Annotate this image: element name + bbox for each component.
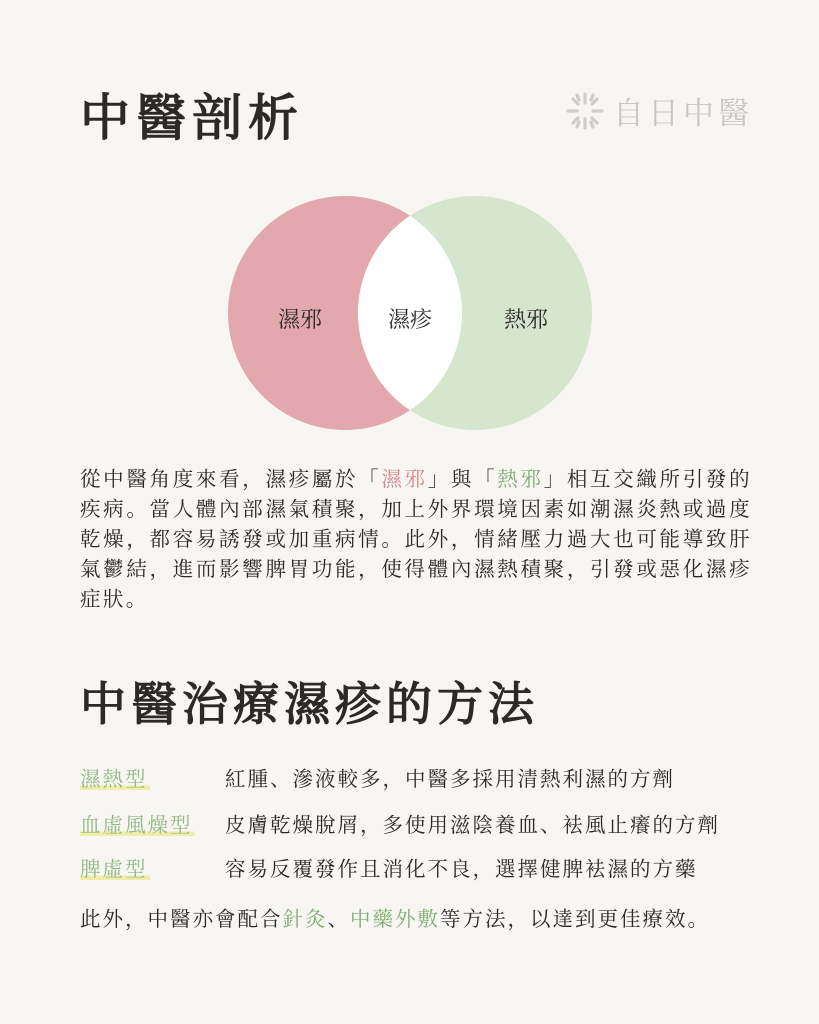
highlight-acupuncture: 針灸 xyxy=(282,907,328,931)
brand-name: 自日中醫 xyxy=(613,96,753,132)
treatment-type-row xyxy=(80,808,760,840)
venn-right-label: 熱邪 xyxy=(503,308,549,333)
analysis-text-3: 」相互交織所引發的疾病。當人體內部濕氣積聚，加上外界環境因素如潮濕炎熱或過度乾燥，都容易誘發或加重病情。此外，情緒壓力過大也可能導致肝氣鬱結，進而影響脾胃功能，使得體內濕熱積聚，引發或惡化濕疹症狀。 xyxy=(80,467,753,611)
analysis-text-1: 從中醫角度來看，濕疹屬於「 xyxy=(80,467,382,491)
treatment-type-desc: 紅腫、滲液較多，中醫多採用清熱利濕的方劑 xyxy=(225,767,675,791)
treatment-type-desc: 容易反覆發作且消化不良，選擇健脾袪濕的方藥 xyxy=(225,857,698,881)
brand-logo xyxy=(565,88,753,133)
treatment-type-name: 濕熱型 xyxy=(80,762,150,792)
analysis-paragraph xyxy=(80,464,752,614)
page-title: 中醫剖析 xyxy=(80,88,304,147)
treatment-type-desc: 皮膚乾燥脫屑，多使用滋陰養血、袪風止癢的方劑 xyxy=(225,813,720,837)
venn-center-label: 濕疹 xyxy=(387,308,433,333)
analysis-text-2: 」與「 xyxy=(427,467,498,491)
treatment-type-name: 血虛風燥型 xyxy=(80,808,195,838)
footer-text-2: 等方法，以達到更佳療效。 xyxy=(440,907,710,931)
treatment-title: 中醫治療濕疹的方法 xyxy=(80,677,539,731)
treatment-footer xyxy=(80,902,770,932)
footer-separator: 、 xyxy=(327,907,350,931)
treatment-type-row xyxy=(80,852,760,884)
treatment-type-name: 脾虛型 xyxy=(80,852,150,882)
highlight-herbal-compress: 中藥外敷 xyxy=(350,907,440,931)
venn-diagram xyxy=(220,192,600,436)
treatment-type-row xyxy=(80,762,760,794)
footer-text-1: 此外，中醫亦會配合 xyxy=(80,907,283,931)
venn-left-label: 濕邪 xyxy=(277,308,323,333)
highlight-damp-evil: 濕邪 xyxy=(381,467,428,491)
asterisk-logo-icon xyxy=(565,91,605,131)
highlight-heat-evil: 熱邪 xyxy=(497,467,544,491)
